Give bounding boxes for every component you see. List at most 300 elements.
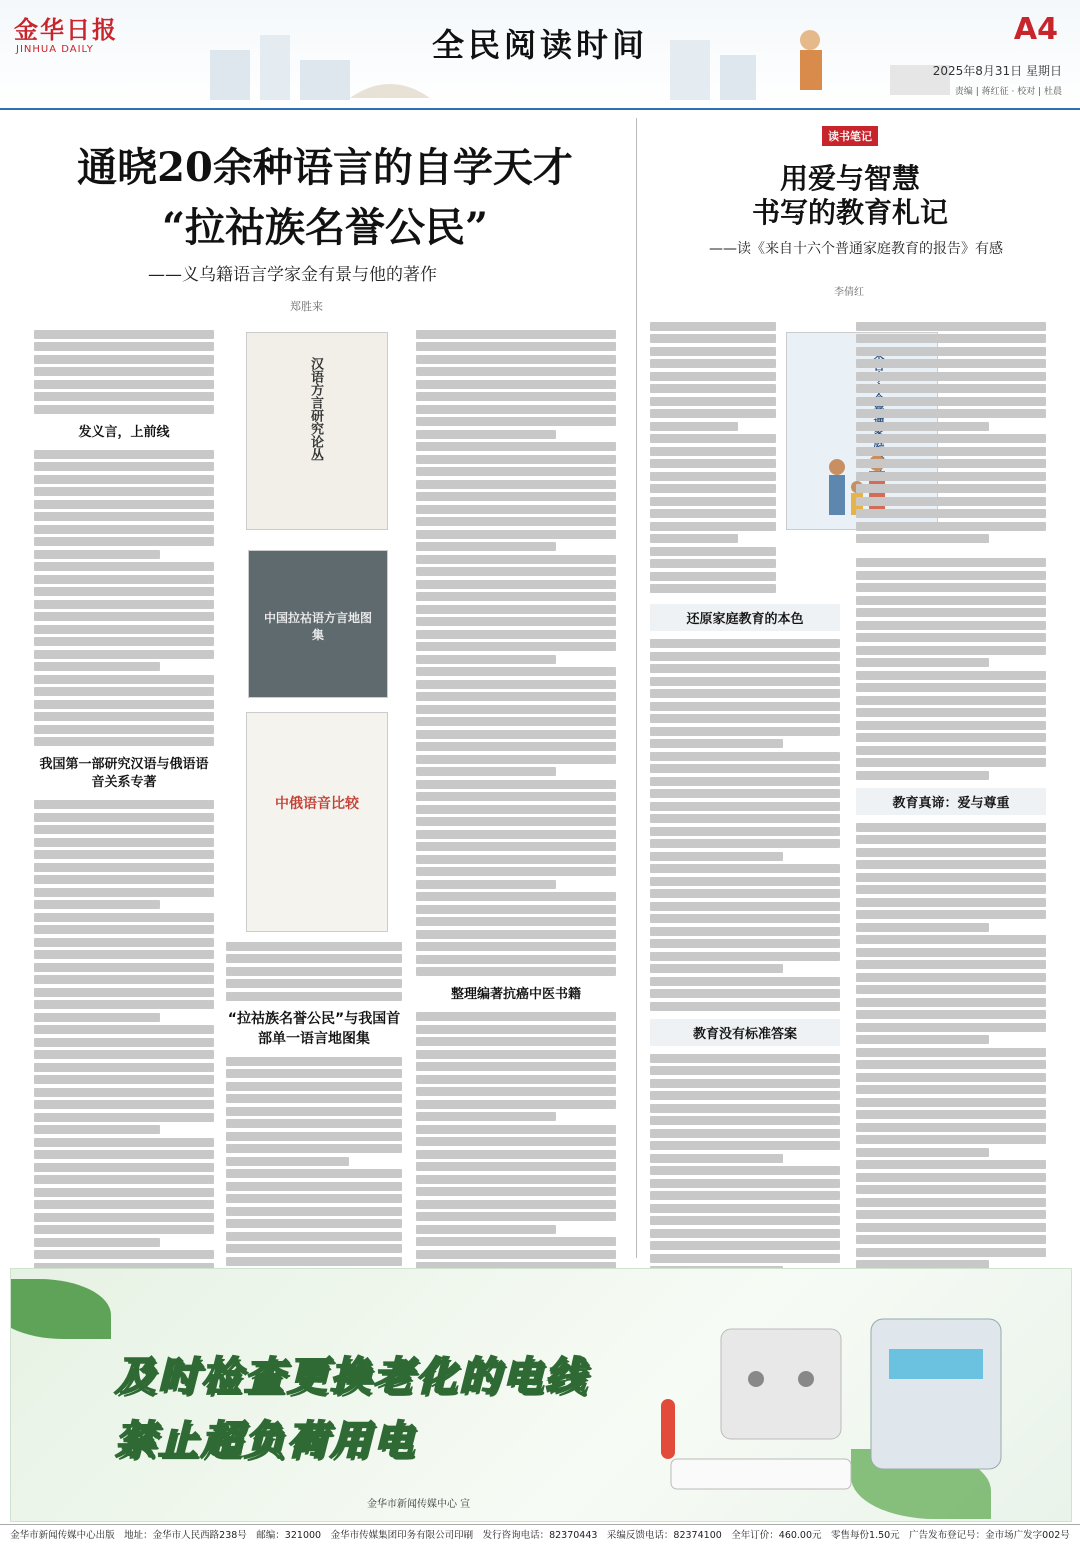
body-text-line — [650, 839, 840, 848]
body-text-line — [34, 537, 214, 546]
body-text-line — [856, 472, 1046, 481]
body-text-line — [34, 1000, 214, 1009]
subhead-3: “拉祜族名誉公民”与我国首部单一语言地图集 — [227, 1010, 401, 1047]
body-text-line — [856, 1160, 1046, 1169]
body-text-line — [856, 322, 1046, 331]
body-text-line — [650, 1241, 840, 1250]
body-text-line — [856, 397, 1046, 406]
body-text-line — [34, 1225, 214, 1234]
body-text-line — [856, 998, 1046, 1007]
body-text-line — [650, 1002, 840, 1011]
body-text-line — [34, 800, 214, 809]
article2-author: 李倩红 — [834, 287, 864, 298]
body-text-line — [416, 1087, 616, 1096]
body-text-line — [650, 497, 776, 506]
body-text-line — [650, 864, 840, 873]
body-text-line — [416, 567, 616, 576]
body-text-line — [416, 505, 616, 514]
body-text-line — [856, 484, 1046, 493]
body-text-line — [34, 662, 160, 671]
body-text-line — [416, 492, 616, 501]
body-text-line — [856, 372, 1046, 381]
body-text-line — [416, 455, 616, 464]
body-text-line — [856, 1173, 1046, 1182]
body-text-line — [856, 758, 1046, 767]
body-text-line — [856, 334, 1046, 343]
body-text-line — [416, 1037, 616, 1046]
body-text-line — [650, 572, 776, 581]
article2-subhead-2: 教育没有标准答案 — [650, 1019, 840, 1046]
body-text-line — [416, 592, 616, 601]
body-text-line — [650, 384, 776, 393]
body-text-line — [226, 1107, 402, 1116]
body-text-line — [34, 392, 214, 401]
body-text-line — [34, 330, 214, 339]
body-text-line — [34, 380, 214, 389]
body-text-line — [856, 973, 1046, 982]
body-text-line — [856, 384, 1046, 393]
body-text-line — [416, 1250, 616, 1259]
body-text-line — [856, 658, 989, 667]
body-text-line — [856, 608, 1046, 617]
body-text-line — [416, 380, 616, 389]
body-text-line — [416, 342, 616, 351]
body-text-line — [650, 1091, 840, 1100]
body-text-line — [34, 988, 214, 997]
body-text-line — [650, 359, 776, 368]
body-text-line — [650, 789, 840, 798]
body-text-line — [650, 509, 776, 518]
footer-info: 金华市新闻传媒中心出版 地址：金华市人民西路238号 邮编：321000 金华市传媒集团印务有限公司印刷 发行咨询电话：82370443 采编反馈电话：82374100 全年订价：460.00元 零售每份1.50元 广告发布登记号：金市场广发字002号 — [0, 1524, 1080, 1547]
body-text-line — [856, 1248, 1046, 1257]
body-text-line — [416, 680, 616, 689]
body-text-line — [34, 900, 160, 909]
body-text-line — [650, 584, 776, 593]
body-text-line — [34, 1150, 214, 1159]
body-text-line — [650, 814, 840, 823]
body-text-line — [416, 717, 616, 726]
body-text-line — [34, 925, 214, 934]
body-text-line — [650, 1129, 840, 1138]
body-text-line — [856, 860, 1046, 869]
body-text-line — [856, 1060, 1046, 1069]
safety-banner — [10, 1268, 1072, 1522]
body-text-line — [856, 633, 1046, 642]
body-text-line — [856, 696, 1046, 705]
body-text-line — [650, 1216, 840, 1225]
body-text-line — [34, 1163, 214, 1172]
body-text-line — [34, 712, 214, 721]
body-text-line — [650, 902, 840, 911]
body-text-line — [856, 347, 1046, 356]
body-text-line — [856, 1123, 1046, 1132]
body-text-line — [34, 500, 214, 509]
body-text-line — [416, 1075, 616, 1084]
article1-author: 郑胜来 — [290, 300, 323, 313]
body-text-line — [650, 639, 840, 648]
body-text-line — [856, 646, 1046, 655]
body-text-line — [416, 417, 616, 426]
body-text-line — [416, 555, 616, 564]
article2-tag: 读书笔记 — [822, 126, 878, 146]
body-text-line — [34, 512, 214, 521]
body-text-line — [34, 1038, 214, 1047]
body-text-line — [856, 835, 1046, 844]
leaf-decoration — [10, 1279, 111, 1339]
article1-title-line1: 通晓20余种语言的自学天才 — [77, 144, 573, 191]
body-text-line — [226, 1094, 402, 1103]
subhead-2: 我国第一部研究汉语与俄语语音关系专著 — [39, 757, 209, 790]
body-text-line — [856, 621, 1046, 630]
body-text-line — [416, 430, 556, 439]
body-text-line — [416, 967, 616, 976]
body-text-line — [650, 652, 840, 661]
body-text-line — [416, 1200, 616, 1209]
body-text-line — [856, 422, 989, 431]
body-text-line — [856, 910, 1046, 919]
body-text-line — [856, 823, 1046, 832]
body-text-line — [416, 667, 616, 676]
body-text-line — [650, 347, 776, 356]
body-text-line — [416, 1012, 616, 1021]
body-text-line — [650, 1191, 840, 1200]
article1-subtitle: ——义乌籍语言学家金有景与他的著作 — [148, 265, 437, 285]
body-text-line — [856, 885, 1046, 894]
body-text-line — [856, 948, 1046, 957]
body-text-line — [416, 330, 616, 339]
body-text-line — [226, 1157, 349, 1166]
body-text-line — [34, 1088, 214, 1097]
body-text-line — [856, 571, 1046, 580]
body-text-line — [650, 764, 840, 773]
body-text-line — [856, 509, 1046, 518]
body-text-line — [34, 950, 214, 959]
body-text-line — [34, 600, 214, 609]
body-text-line — [34, 1025, 214, 1034]
body-text-line — [856, 497, 1046, 506]
body-text-line — [226, 967, 402, 976]
body-text-line — [650, 1104, 840, 1113]
body-text-line — [34, 637, 214, 646]
article1-column-1 — [34, 326, 214, 1325]
paper-logo: 金华日报 — [14, 15, 118, 44]
body-text-line — [34, 687, 214, 696]
body-text-line — [856, 1023, 1046, 1032]
body-text-line — [416, 1100, 616, 1109]
body-text-line — [416, 767, 556, 776]
body-text-line — [416, 580, 616, 589]
body-text-line — [856, 848, 1046, 857]
body-text-line — [416, 617, 616, 626]
body-text-line — [34, 1188, 214, 1197]
body-text-line — [34, 1125, 160, 1134]
body-text-line — [650, 522, 776, 531]
body-text-line — [34, 888, 214, 897]
body-text-line — [856, 1185, 1046, 1194]
body-text-line — [856, 522, 1046, 531]
body-text-line — [416, 830, 616, 839]
body-text-line — [650, 372, 776, 381]
banner-line-1: 及时检查更换老化的电线 — [115, 1354, 588, 1400]
body-text-line — [34, 1013, 160, 1022]
body-text-line — [416, 1237, 616, 1246]
body-text-line — [650, 939, 840, 948]
body-text-line — [416, 1150, 616, 1159]
body-text-line — [650, 422, 738, 431]
body-text-line — [416, 705, 616, 714]
article2-title-line2: 书写的教育札记 — [751, 196, 948, 229]
body-text-line — [856, 1048, 1046, 1057]
body-text-line — [34, 1050, 214, 1059]
body-text-line — [416, 1062, 616, 1071]
body-text-line — [416, 655, 556, 664]
body-text-line — [416, 1212, 616, 1221]
masthead — [0, 0, 1080, 110]
body-text-line — [226, 1069, 402, 1078]
body-text-line — [34, 1138, 214, 1147]
body-text-line — [416, 480, 616, 489]
body-text-line — [34, 462, 214, 471]
body-text-line — [226, 1082, 402, 1091]
body-text-line — [856, 923, 989, 932]
body-text-line — [34, 562, 214, 571]
body-text-line — [856, 1035, 989, 1044]
body-text-line — [34, 355, 214, 364]
body-text-line — [856, 721, 1046, 730]
body-text-line — [34, 450, 214, 459]
body-text-line — [650, 702, 840, 711]
body-text-line — [650, 1254, 840, 1263]
article2-subhead-1: 还原家庭教育的本色 — [650, 604, 840, 631]
body-text-line — [416, 605, 616, 614]
body-text-line — [34, 813, 214, 822]
body-text-line — [416, 1187, 616, 1196]
article2-title-line1: 用爱与智慧 — [779, 162, 920, 195]
body-text-line — [856, 898, 1046, 907]
body-text-line — [650, 1229, 840, 1238]
body-text-line — [856, 447, 1046, 456]
body-text-line — [34, 963, 214, 972]
body-text-line — [416, 930, 616, 939]
body-text-line — [650, 852, 783, 861]
body-text-line — [226, 1232, 402, 1241]
body-text-line — [34, 1200, 214, 1209]
body-text-line — [650, 484, 776, 493]
body-text-line — [34, 342, 214, 351]
body-text-line — [650, 434, 776, 443]
book-cover-1: 汉语方言研究论丛 — [246, 332, 388, 530]
body-text-line — [416, 367, 616, 376]
body-text-line — [416, 642, 616, 651]
body-text-line — [650, 927, 840, 936]
body-text-line — [416, 892, 616, 901]
body-text-line — [650, 459, 776, 468]
body-text-line — [650, 877, 840, 886]
body-text-line — [416, 867, 616, 876]
body-text-line — [34, 1063, 214, 1072]
body-text-line — [34, 587, 214, 596]
body-text-line — [34, 1175, 214, 1184]
body-text-line — [856, 1010, 1046, 1019]
body-text-line — [34, 1213, 214, 1222]
body-text-line — [416, 792, 616, 801]
body-text-line — [856, 746, 1046, 755]
body-text-line — [416, 842, 616, 851]
body-text-line — [416, 517, 616, 526]
body-text-line — [416, 880, 556, 889]
body-text-line — [650, 1054, 840, 1063]
body-text-line — [34, 650, 214, 659]
body-text-line — [650, 889, 840, 898]
body-text-line — [650, 1079, 840, 1088]
body-text-line — [856, 1198, 1046, 1207]
body-text-line — [416, 817, 616, 826]
body-text-line — [416, 405, 616, 414]
body-text-line — [416, 855, 616, 864]
body-text-line — [34, 1250, 214, 1259]
body-text-line — [650, 1066, 840, 1075]
body-text-line — [226, 1257, 402, 1266]
body-text-line — [856, 434, 1046, 443]
body-text-line — [650, 534, 738, 543]
body-text-line — [416, 1050, 616, 1059]
body-text-line — [226, 1144, 402, 1153]
article2-subhead-3: 教育真谛：爱与尊重 — [856, 788, 1046, 815]
body-text-line — [226, 1057, 402, 1066]
body-text-line — [856, 596, 1046, 605]
body-text-line — [856, 409, 1046, 418]
body-text-line — [856, 1135, 1046, 1144]
body-text-line — [856, 359, 1046, 368]
body-text-line — [226, 942, 402, 951]
body-text-line — [416, 1112, 556, 1121]
body-text-line — [650, 547, 776, 556]
body-text-line — [650, 1141, 840, 1150]
subhead-4: 整理编著抗癌中医书籍 — [450, 987, 581, 1002]
article2-column-1-top — [650, 318, 776, 597]
body-text-line — [226, 1119, 402, 1128]
issue-date: 2025年8月31日 星期日 — [932, 64, 1062, 78]
body-text-line — [34, 675, 214, 684]
body-text-line — [34, 825, 214, 834]
body-text-line — [416, 1175, 616, 1184]
body-text-line — [416, 1025, 616, 1034]
body-text-line — [650, 964, 783, 973]
body-text-line — [650, 1204, 840, 1213]
body-text-line — [226, 1194, 402, 1203]
body-text-line — [416, 692, 616, 701]
body-text-line — [650, 447, 776, 456]
body-text-line — [34, 525, 214, 534]
article2-subtitle: ——读《来自十六个普通家庭教育的报告》有感 — [709, 241, 1003, 257]
body-text-line — [856, 708, 1046, 717]
body-text-line — [650, 777, 840, 786]
body-text-line — [34, 725, 214, 734]
body-text-line — [416, 917, 616, 926]
body-text-line — [34, 575, 214, 584]
body-text-line — [34, 367, 214, 376]
body-text-line — [34, 612, 214, 621]
body-text-line — [650, 1179, 840, 1188]
body-text-line — [226, 1182, 402, 1191]
body-text-line — [650, 952, 840, 961]
body-text-line — [650, 409, 776, 418]
body-text-line — [226, 992, 402, 1001]
body-text-line — [416, 530, 616, 539]
body-text-line — [416, 942, 616, 951]
body-text-line — [856, 1210, 1046, 1219]
page-number: A4 — [1013, 12, 1058, 47]
body-text-line — [650, 1116, 840, 1125]
body-text-line — [34, 863, 214, 872]
body-text-line — [34, 838, 214, 847]
body-text-line — [856, 985, 1046, 994]
body-text-line — [226, 1244, 402, 1253]
body-text-line — [34, 700, 214, 709]
body-text-line — [34, 475, 214, 484]
body-text-line — [416, 542, 556, 551]
body-text-line — [856, 1085, 1046, 1094]
body-text-line — [416, 467, 616, 476]
body-text-line — [226, 1219, 402, 1228]
outlet-meter-illustration — [651, 1309, 1051, 1509]
body-text-line — [650, 989, 840, 998]
body-text-line — [416, 730, 616, 739]
body-text-line — [226, 979, 402, 988]
body-text-line — [34, 1113, 214, 1122]
section-title: 全民阅读时间 — [431, 26, 648, 64]
body-text-line — [856, 671, 1046, 680]
body-text-line — [856, 1235, 1046, 1244]
body-text-line — [650, 689, 840, 698]
body-text-line — [856, 683, 1046, 692]
body-text-line — [650, 334, 776, 343]
body-text-line — [226, 954, 402, 963]
body-text-line — [416, 805, 616, 814]
body-text-line — [226, 1132, 402, 1141]
body-text-line — [416, 355, 616, 364]
body-text-line — [650, 397, 776, 406]
body-text-line — [650, 914, 840, 923]
body-text-line — [34, 550, 160, 559]
body-text-line — [416, 1137, 616, 1146]
body-text-line — [650, 977, 840, 986]
body-text-line — [226, 1207, 402, 1216]
body-text-line — [416, 442, 616, 451]
body-text-line — [34, 850, 214, 859]
body-text-line — [34, 737, 214, 746]
body-text-line — [416, 630, 616, 639]
body-text-line — [416, 905, 616, 914]
book-cover-2: 中国拉祜语方言地图集 — [248, 550, 388, 698]
body-text-line — [416, 742, 616, 751]
body-text-line — [856, 935, 1046, 944]
body-text-line — [856, 558, 1046, 567]
body-text-line — [856, 1110, 1046, 1119]
body-text-line — [34, 875, 214, 884]
article2-column-2 — [856, 318, 1046, 1423]
article1-title-line2: “拉祜族名誉公民” — [161, 204, 488, 251]
body-text-line — [650, 559, 776, 568]
body-text-line — [650, 322, 776, 331]
paper-logo-en: JINHUA DAILY — [16, 44, 94, 55]
body-text-line — [650, 802, 840, 811]
body-text-line — [856, 583, 1046, 592]
body-text-line — [650, 714, 840, 723]
body-text-line — [650, 1166, 840, 1175]
editors-line: 责编 | 蒋红征 · 校对 | 杜晨 — [954, 87, 1062, 97]
body-text-line — [856, 1098, 1046, 1107]
